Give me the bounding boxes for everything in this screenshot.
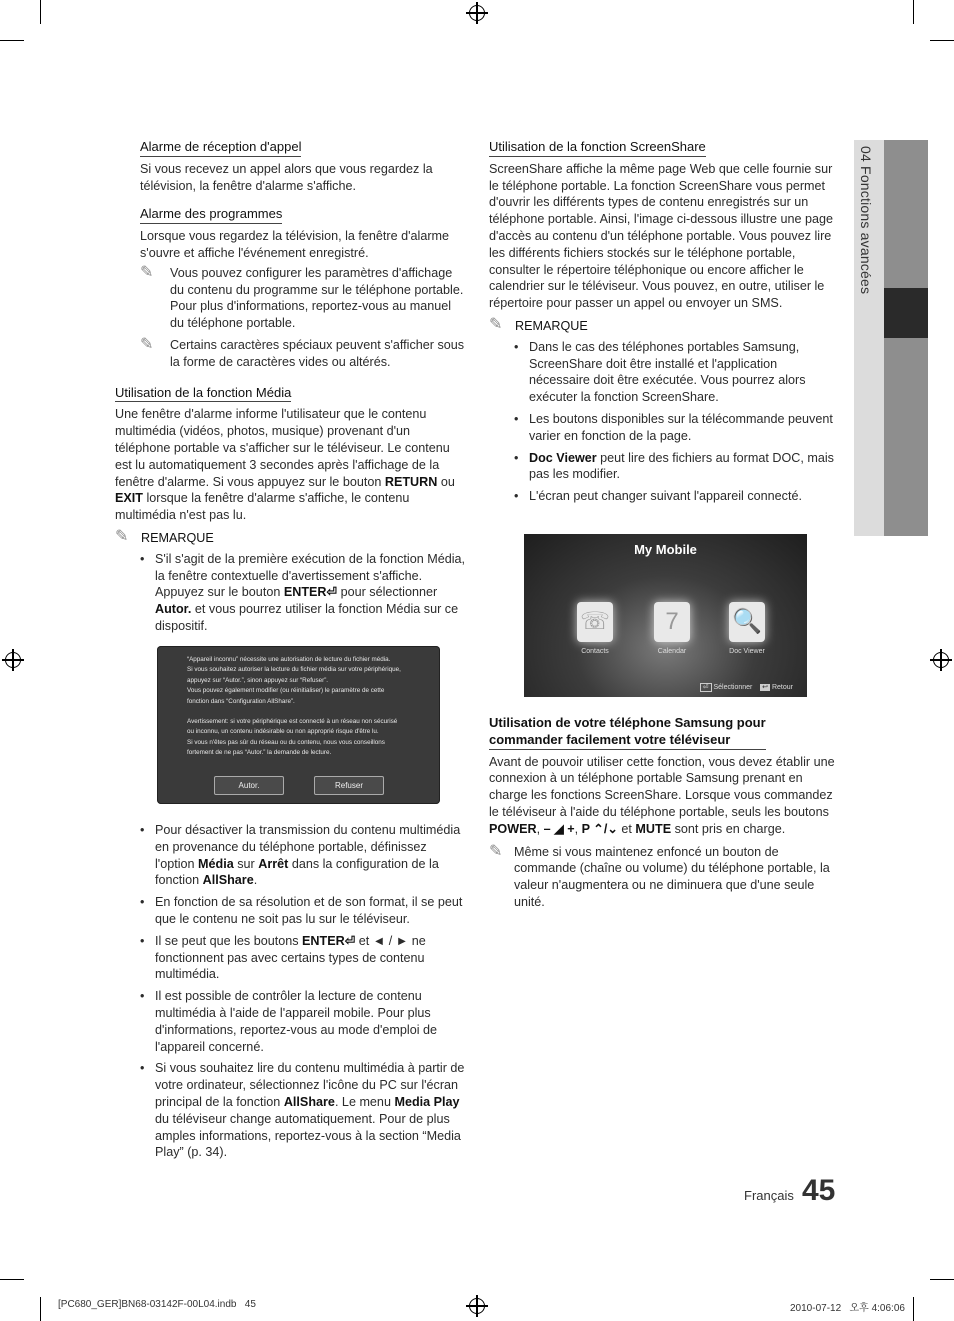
registration-mark-icon — [5, 652, 21, 668]
text-fonction-media: Une fenêtre d'alarme informe l'utilisateur que le contenu multimédia (vidéos, photos, musique) provenant d'un téléphone portable va s'afficher sur le téléviseur. Le contenu est lu automatiquement 3 secondes après l'affichage de la fenêtre d'alarme. Si vous appuyez sur le bouton RETURN ou EXIT lorsque la fenêtre d'alarme s'affiche, le contenu multimédia n'est pas lu. — [115, 407, 455, 523]
note: ✎ Vous pouvez configurer les paramètres d'affichage du contenu du programme sur le téléphone portable. Pour plus d'informations, reportez-vous au manuel du téléphone portable. — [140, 263, 464, 331]
right-column — [489, 139, 839, 510]
heading-samsung-phone-2: commander facilement votre téléviseur — [489, 731, 731, 747]
autor-button[interactable]: Autor. — [214, 776, 284, 795]
print-date: 2010-07-12 오후 4:06:06 — [790, 1303, 905, 1314]
remarque-label: ✎ REMARQUE — [489, 315, 588, 333]
pencil-icon: ✎ — [489, 315, 503, 333]
text-samsung-phone: Avant de pouvoir utiliser cette fonction, vous devez établir une connexion à un téléphone portable Samsung prenant en charge les fonctions ScreenShare. Lorsque vous commandez le téléviseur à l'aide du téléphone portable, seuls les boutons POWER, – ◢ +, P ⌃/⌄ et MUTE sont pris en charge. — [489, 754, 835, 836]
my-mobile-title: My Mobile — [634, 542, 697, 557]
note: ✎ Même si vous maintenez enfoncé un bouton de commande (chaîne ou volume) du téléphone portable, la valeur n'augmentera ou ne diminuera que d'une seule unité. — [489, 842, 830, 909]
list-item: • S'il s'agit de la première exécution de la fonction Média, la fenêtre contextuelle d'avertissement s'affiche. Appuyez sur le bouton ENTER⏎ pour sélectionner Autor. et vous pourrez utiliser la fonction Média sur ce dispositif. — [140, 551, 466, 633]
bullet-list — [115, 551, 467, 635]
print-file-info: [PC680_GER]BN68-03142F-00L04.indb 45 — [58, 1299, 256, 1310]
registration-mark-icon — [933, 652, 949, 668]
list-item: • Doc Viewer peut lire des fichiers au format DOC, mais pas les modifier. — [514, 450, 834, 482]
chapter-label: 04 Fonctions avancées — [858, 146, 874, 295]
remarque-label: ✎ REMARQUE — [115, 527, 214, 545]
heading-screenshare: Utilisation de la fonction ScreenShare — [489, 139, 706, 157]
pencil-icon: ✎ — [140, 263, 154, 281]
heading-alarme-appel: Alarme de réception d'appel — [140, 139, 301, 157]
list-item: • Si vous souhaitez lire du contenu multimédia à partir de votre ordinateur, sélectionnez l'icône du PC sur l'écran principal de la fonction AllShare. Le menu Media Play du téléviseur change automatiquement. Pour de plus amples informations, reportez-vous à la section “Media Play” (p. 34). — [140, 1061, 465, 1160]
page-number: 45 — [802, 1174, 836, 1207]
list-item: • En fonction de sa résolution et de son format, il se peut que le contenu ne soit pas lu sur le téléviseur. — [140, 895, 463, 926]
pencil-icon: ✎ — [115, 527, 129, 545]
dialog-text: “Appareil inconnu” nécessite une autorisation de lecture du fichier média. Si vous souhaitez autoriser la lecture du fichier média sur votre périphérique, appuyez sur “Autor.”, sinon appuyez sur “Refuser”. Vous pouvez également modifier (ou réinitialiser) le paramètre de cette fonction dans “Configuration AllShare”. Avertissement: si votre périphérique est connecté à un réseau non sécurisé ou inconnu, un contenu indésirable ou non approprié risque d'être lu. Si vous n'êtes pas sûr du réseau ou du contenu, nous vous conseillons fortement de ne pas “Autor.” la demande de lecture. — [187, 656, 401, 757]
pencil-icon: ✎ — [489, 842, 503, 860]
calendar-icon[interactable]: 7 — [654, 602, 690, 642]
list-item: • Pour désactiver la transmission du contenu multimédia en provenance du téléphone portable, définissez l'option Média sur Arrêt dans la configuration de la fonction AllShare. — [140, 823, 461, 888]
note: ✎ Certains caractères spéciaux peuvent s'afficher sous la forme de caractères vides ou altérés. — [140, 335, 465, 369]
control-hints: ⏎ Sélectionner ↩ Retour — [700, 683, 793, 691]
registration-mark-icon — [469, 1298, 485, 1314]
text-alarme-programmes: Lorsque vous regardez la télévision, la fenêtre d'alarme s'ouvre et affiche l'événement enregistré. — [140, 229, 450, 260]
side-tab-marker — [884, 288, 928, 338]
side-tab-bar — [884, 140, 928, 536]
left-column — [115, 139, 467, 640]
pencil-icon: ✎ — [140, 335, 154, 353]
doc-viewer-icon[interactable]: 🔍 — [729, 602, 765, 642]
list-item: • Dans le cas des téléphones portables Samsung, ScreenShare doit être installé et l'application nécessaire doit être exécutée. Vous pourrez alors exécuter la fonction ScreenShare. — [514, 339, 806, 405]
enter-icon: ⏎ — [344, 933, 356, 948]
calendar-label: Calendar — [657, 648, 687, 655]
list-item: • L'écran peut changer suivant l'appareil connecté. — [514, 489, 802, 504]
registration-mark-icon — [469, 5, 485, 21]
bullet-list — [489, 339, 839, 505]
right-column-continued — [489, 715, 839, 911]
return-icon: ↩ — [762, 684, 769, 691]
text-screenshare: ScreenShare affiche la même page Web que celle fournie sur le téléphone portable. La fonction ScreenShare vous permet d'ouvrir les différents types de contenu enregistrés sur un téléphone portable. Ainsi, l'image ci-dessous illustre une page d'accès au contenu d'un téléphone portable. Vous pouvez lire les différents fichiers stockés sur le téléphone portable, consulter le répertoire téléphonique ou encore afficher le calendrier sur le téléviseur. Vous pouvez, en outre, utiliser le répertoire pour passer un appel ou envoyer un SMS. — [489, 161, 834, 311]
authorization-dialog — [157, 646, 440, 804]
list-item: • Les boutons disponibles sur la télécommande peuvent varier en fonction de la page. — [514, 411, 833, 443]
enter-icon: ⏎ — [700, 683, 712, 692]
bullet-list — [115, 822, 467, 1161]
heading-alarme-programmes: Alarme des programmes — [140, 206, 282, 224]
doc-viewer-label: Doc Viewer — [729, 648, 765, 655]
enter-icon: ⏎ — [326, 585, 338, 600]
left-column-continued — [115, 818, 467, 1166]
my-mobile-screen — [524, 534, 807, 697]
text-alarme-appel: Si vous recevez un appel alors que vous regardez la télévision, la fenêtre d'alarme s'affiche. — [140, 161, 433, 193]
contacts-icon[interactable]: ☏ — [577, 602, 613, 642]
heading-fonction-media: Utilisation de la fonction Média — [115, 385, 291, 403]
contacts-label: Contacts — [581, 648, 609, 655]
list-item: • Il se peut que les boutons ENTER⏎ et ◄ / ► ne fonctionnent pas avec certains types de contenu multimédia. — [140, 933, 426, 982]
heading-samsung-phone-1: Utilisation de votre téléphone Samsung pour — [489, 715, 766, 730]
footer-language: Français — [744, 1188, 794, 1203]
refuser-button[interactable]: Refuser — [314, 776, 384, 795]
list-item: • Il est possible de contrôler la lecture de contenu multimédia à l'aide de l'appareil mobile. Pour plus d'informations, reportez-vous au mode d'emploi de l'appareil concerné. — [140, 989, 438, 1054]
